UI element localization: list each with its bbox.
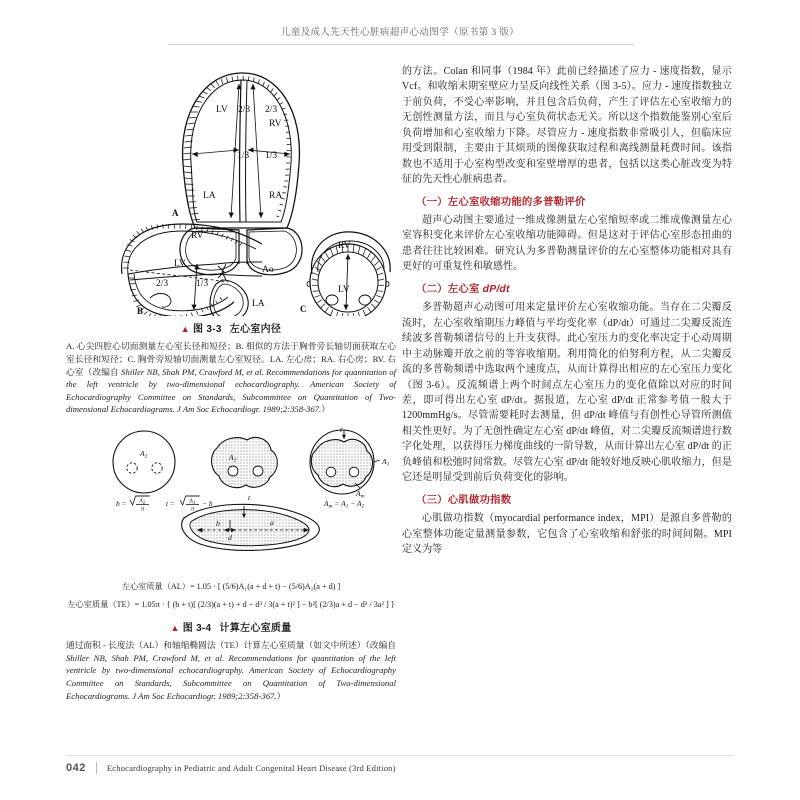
formula-lv-mass-al (66, 579, 396, 594)
figure-3-3-caption-text: A. 心尖四腔心切面测量左心室长径和短径；B. 相似的方法于胸骨旁长轴切面获取左心室长径和短径；C. 胸骨旁短轴切面测量左心室短径。LA. 左心房；RA. 右心房；RV. 右心室（改编自 (66, 341, 396, 377)
label-rv-b: RV (191, 231, 204, 241)
figure-3-4-number: 图 3-4 (182, 622, 212, 634)
figure-3-4 (66, 426, 396, 702)
figure-3-3-caption-tail: ） (321, 404, 330, 415)
paragraph-lv-dpdt: 多普勒超声心动图可用来定量评价左心室收缩功能。当存在二尖瓣反流时，左心室收缩期压力峰值与平均变化率（dP/dt）可通过二尖瓣反流连续波多普勒频谱信号的上升支获得。此心室压力的变化率决定于心动周期中主动脉瓣开放之前的等容收缩期。利用简化的伯努利方程，从二尖瓣反流的多普勒频谱中选取两个速度点，从而计算得出相应的左心室压力变化（图 3-6）。反流频谱上两个时间点左心室压力的变化值除以对应的时间差，即可得出左心室 dP/dt。据报道，左心室 dP/dt 正常参考值一般大于 1200mmHg/s。尽管需要耗时去测量，但 dP/dt 峰值与有创性心导管所测值相关性更好。为了无创性确定左心室 dP/dt 峰值，对二尖瓣反流频谱进行数字化处理，以获得压力梯度曲线的一阶导数，从而计算出左心室 dP/dt 的正负峰值和松弛时间常数。尽管左心室 dP/dt 能较好地反映心肌收缩力，但是它还是明显受到前后负荷变化的影响。 (402, 302, 732, 484)
right-column (402, 64, 732, 557)
paragraph-doppler-systolic: 超声心动图主要通过一维成像测量左心室缩短率或二维成像测量左心室容积变化来评价左心室收缩功能障碍。但是这对于评估心室形态扭曲的患者往往比较困难。研究认为多普勒测量评价的左心室整体功能相对具有更好的可重复性和敏感性。 (402, 215, 732, 273)
page-footer (66, 762, 734, 774)
svg-text:A1: A1 (189, 497, 196, 506)
label-1-3-rv-a: 1/3 (265, 151, 278, 161)
label-thickness-t: t (340, 425, 343, 434)
label-2-3-lv-a: 2/3 (238, 105, 251, 115)
panel-label-b: B (137, 306, 144, 316)
svg-text:A2: A2 (139, 497, 146, 506)
formula-lv-mass-te (66, 597, 396, 612)
label-thickness-t-ellipsoid: t (248, 492, 251, 502)
figure-3-4-title: 计算左心室质量 (219, 622, 292, 634)
section-heading-lv-dpdt-text: （二）左心室 (416, 283, 483, 295)
panel-label-a: A (172, 208, 179, 218)
figure-3-3-title: 左心室内径 (229, 324, 282, 335)
figure-3-3-caption-reference: Shiller NB, Shah PM, Crawford M, et al. Recommendations for quantitation of the left ventricle by two-dimensional echocardiography. American Society of Echocardiography Committee on Standards, Subcommittee on Quantitation of Two-dimensional Echocardiograms. J Am Soc Echocardiogr. 1989;2:358-367. (66, 366, 397, 415)
running-head-rule (168, 44, 634, 45)
label-area-a1-circle3: $A_1$ (382, 456, 390, 468)
running-head: 儿童及成人先天性心脏病超声心动图学（原书第 3 版） (280, 28, 520, 38)
label-d-ellipsoid: d (228, 532, 232, 542)
section-heading-lv-dpdt (416, 282, 732, 297)
figure-3-4-artwork (66, 426, 396, 576)
label-la-a: LA (203, 191, 216, 201)
label-lv-a: LV (216, 105, 228, 115)
svg-text:π: π (191, 505, 195, 513)
label-2-3-b: 2/3 (156, 279, 169, 289)
formula-te-label: 左心室质量（TE） (67, 600, 135, 610)
label-lv-c: LV (338, 285, 350, 295)
figure-3-3 (66, 64, 396, 416)
left-column (66, 64, 396, 702)
section-heading-lv-dpdt-italic: dP/dt (482, 283, 510, 295)
formula-te-body: = 1.05π · { (b + t)[ (2/3)(a + t) + d − d³ / 3(a + t)² ] − b²[ (2/3)a + d − d³ / 3a² ] } (134, 600, 395, 610)
formula-al-body: = 1.05 · [ (5/6)A₁(a + d + t) − (5/6)A₂(a + d) ] (190, 581, 341, 591)
panel-label-c: C (300, 304, 307, 314)
label-la-b: LA (252, 299, 265, 309)
label-1-3-lv-a: 1/3 (237, 151, 250, 161)
caption-triangle-icon-2: ▲ (170, 622, 180, 633)
label-area-a2-circle2: $A_2$ (229, 452, 237, 464)
paragraph-mpi: 心肌做功指数（myocardial performance index，MPI）是源自多普勒的心室整体功能定量测量参数，它包含了心室收缩和舒张的时间间隔。MPI 定义为等 (402, 513, 732, 555)
section-heading-doppler-systolic (416, 195, 732, 210)
figure-3-3-caption-body (66, 340, 396, 416)
figure-3-4-caption-tail: ） (276, 690, 286, 701)
label-a-ellipsoid: a (270, 517, 274, 527)
label-1-3-b: 1/3 (196, 279, 209, 289)
footer-page-number: 042 (66, 762, 86, 774)
label-b-ellipsoid: b (216, 518, 220, 528)
formula-t-circle1: t = (166, 498, 175, 508)
formula-al-label: 左心室质量（AL） (121, 581, 190, 591)
label-area-am: $A_m$ (356, 488, 365, 500)
figure-3-4-caption-reference: Shiller NB, Shah PM, Crawford M, et al. Recommendations for quantitation of the left ventricle by two-dimensional echocardiography. American Society of Echocardiography Committee on Standards, Subcommittee on Quantitation of Two-dimensional Echocardiograms. J Am Soc Echocardiogr. 1989;2:358-367. (66, 652, 396, 701)
label-lv-b: LV (174, 259, 186, 269)
caption-triangle-icon: ▲ (180, 324, 190, 334)
label-2-3-rv-a: 2/3 (265, 105, 278, 115)
figure-3-3-caption-title (66, 322, 396, 337)
label-area-a2-circle1: $A_2$ (140, 448, 148, 460)
label-rv-a: RV (269, 119, 282, 129)
formula-am-circle3: $A_m = A_1 - A_2$ (324, 498, 365, 510)
label-rv-c: RV (338, 241, 351, 251)
footer-book-title: Echocardiography in Pediatric and Adult Congenital Heart Disease (3rd Edition) (106, 763, 396, 773)
section-heading-mpi-text: （三）心肌做功指数 (416, 494, 512, 506)
footer-divider (96, 762, 97, 774)
figure-3-3-artwork (66, 64, 396, 316)
figure-3-4-caption-title (66, 621, 396, 636)
svg-text:π: π (141, 505, 145, 513)
svg-text:− b: − b (202, 498, 213, 508)
footer-rule (66, 755, 734, 756)
figure-3-4-caption-body (66, 639, 396, 702)
paragraph-stress-velocity: 的方法。Colan 和同事（1984 年）此前已经描述了应力 - 速度指数，显示 Vcf。和收缩末期室壁应力呈反向线性关系（图 3-5）。应力 - 速度指数独立于前负荷，不受心率影响，并且包含后负荷，产生了评估左心室收缩力的无创性测量方法，而且与心室负荷状态无关。所以这个指数能鉴别心室后负荷增加和心室收缩力下降。尽管应力 - 速度指数非常吸引人，但临床应用受到限制，主要由于其烦琐的图像获取过程和离线测量耗费时间。该指数也不适用于心室构型改变和室壁增厚的患者，包括以这类心脏改变为特征的先天性心脏病患者。 (402, 66, 732, 186)
figure-3-4-caption-text: 通过面积 - 长度法（AL）和轴缩椭圆法（TE）计算左心室质量（如文中所述）（改编自 (66, 640, 396, 651)
formula-b-circle1: b = (116, 498, 127, 508)
section-heading-mpi (416, 493, 732, 508)
section-heading-doppler-systolic-text: （一）左心室收缩功能的多普勒评价 (416, 196, 586, 208)
label-ra-a: RA (269, 191, 283, 201)
label-ao-b: Ao (262, 265, 274, 275)
figure-3-3-number: 图 3-3 (192, 324, 222, 335)
